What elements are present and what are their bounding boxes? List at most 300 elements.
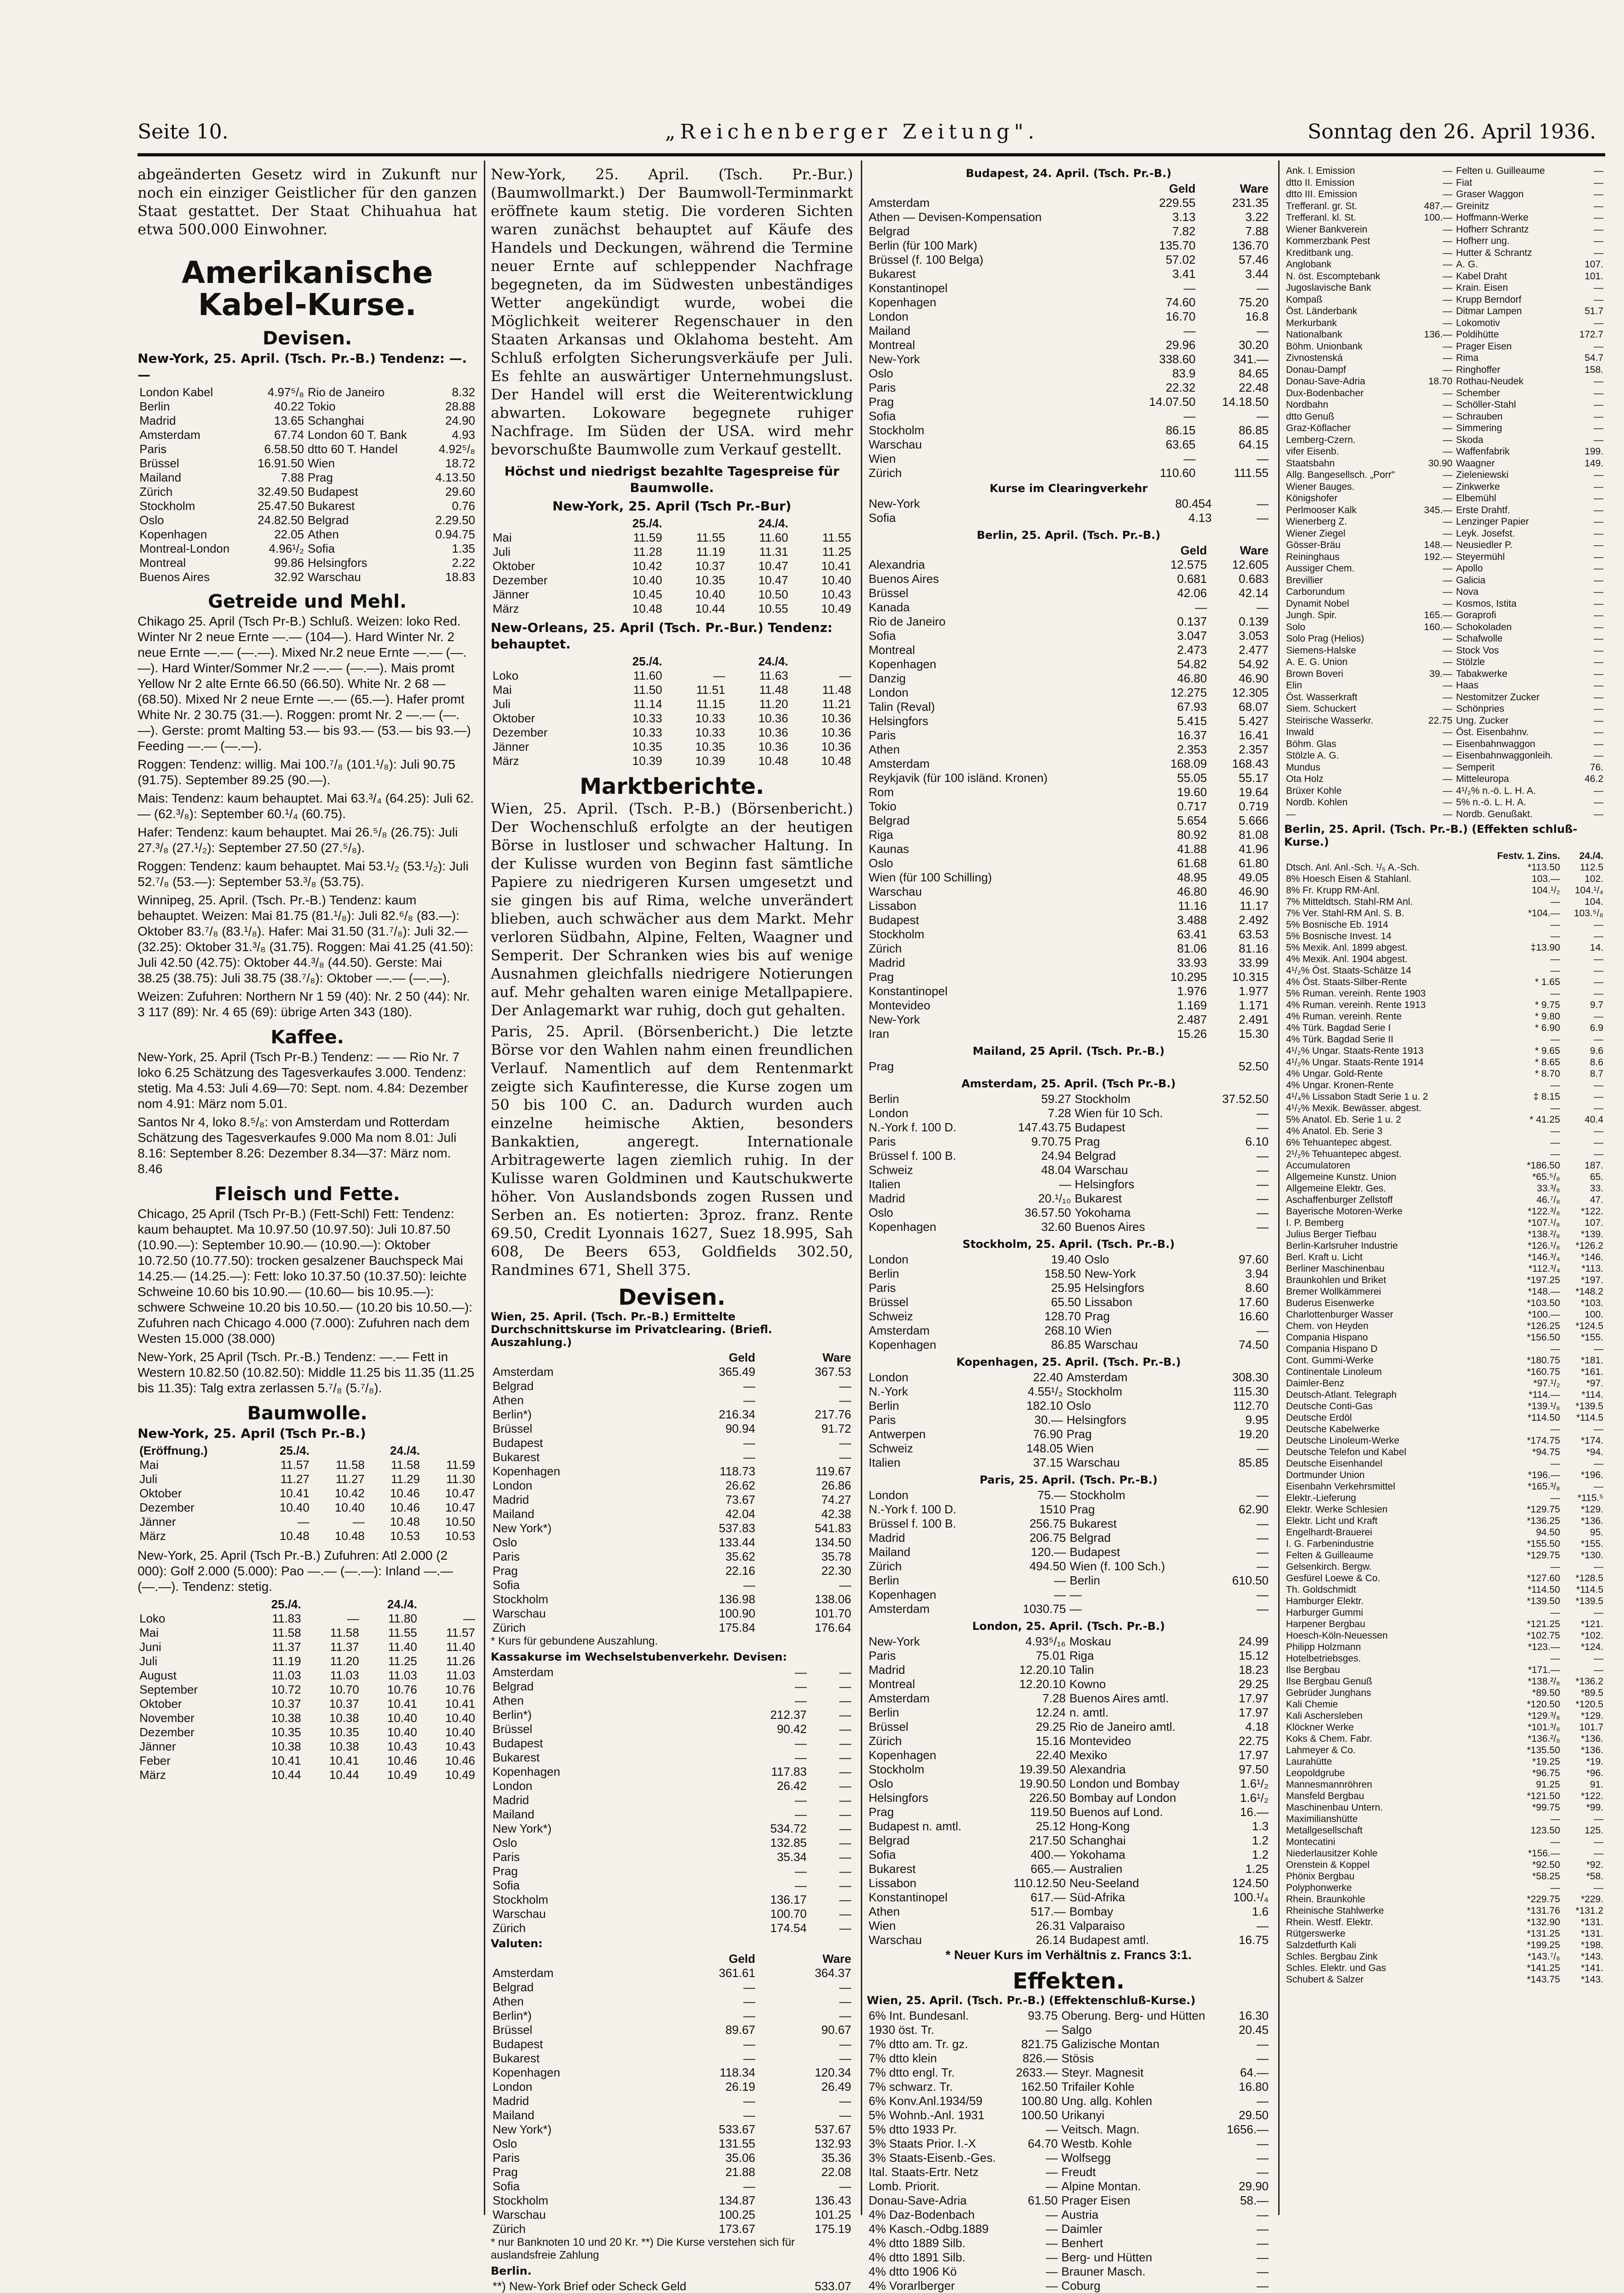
table-cell: Prag: [869, 1059, 894, 1073]
table-cell: —: [1594, 282, 1603, 293]
table-cell: —: [1442, 598, 1452, 609]
table-cell: 101.7: [1579, 1722, 1603, 1733]
column-header: [491, 516, 601, 531]
foot-note-1: * nur Banknoten 10 und 20 Kr. **) Die Kurse verstehen sich für auslandsfreie Zahlung: [491, 2236, 795, 2261]
table-cell: * 9.75: [1535, 1000, 1560, 1010]
table-cell: 11.57: [446, 1626, 475, 1639]
table-cell: Rio de Janeiro: [307, 385, 385, 399]
table-cell: 103.⁵/₈: [1574, 908, 1603, 919]
table-cell: Oktober: [493, 711, 535, 725]
table-cell: 4% Ruman. vereinh. Rente 1913: [1286, 1000, 1426, 1010]
table-cell: —: [1054, 1573, 1066, 1587]
table-cell: 15.30: [1238, 1027, 1269, 1041]
table-cell: 35.34: [776, 1850, 807, 1864]
budapest-table: [867, 182, 1270, 480]
table-cell: 0.683: [1238, 572, 1269, 586]
table-cell: Kopenhagen: [869, 295, 937, 309]
table-cell: N. öst. Escomptebank: [1286, 271, 1380, 282]
table-cell: Apollo: [1456, 563, 1483, 574]
table-cell: Brüssel: [869, 1295, 909, 1309]
table-cell: Budapest: [1075, 1120, 1125, 1134]
table-cell: 64.—: [1240, 2066, 1269, 2079]
table-cell: —: [1550, 1080, 1560, 1091]
paragraph: Chikago 25. April (Tsch Pr-B.) Schluß. Weizen: loko Red. Winter Nr 2 neue Ernte —.— (104—). Hard Winter Nr. 2 neue Ernte —.— (—.—). Mixed Nr.2 neue Ernte —.— (—.—). Hard Winter/Sommer Nr.2 —.— (—.—). Mais promt Yellow Nr 2 alte Ernte 66.50 (66.50). White Nr. 2 68 — (68.50). Mixed Nr 2 neue Ernte —.— (65.—). Hafer promt White Nr. 2 30.75 (31.—). Roggen: promt Nr. 2 —.— (—.—). Gerste: promt Malting 53.— bis 93.— (53.— bis 93.—) Feeding —.— (—.—).: [138, 614, 471, 753]
table-cell: 533.07: [815, 2279, 851, 2293]
table-row: [867, 1848, 1270, 1862]
table-cell: —: [839, 1450, 851, 1464]
table-cell: Zürich: [869, 1734, 902, 1748]
table-cell: 124.50: [1232, 1876, 1269, 1890]
table-cell: Nova: [1456, 587, 1479, 597]
table-cell: 90.67: [821, 2023, 851, 2037]
table-cell: 10.37: [271, 1697, 301, 1711]
table-cell: —: [1594, 598, 1603, 609]
table-cell: *115.⁵: [1577, 1493, 1603, 1503]
table-cell: 217.50: [1029, 1833, 1066, 1847]
table-cell: —: [795, 1864, 807, 1878]
table-row: [1284, 797, 1605, 809]
table-row: [1284, 1435, 1605, 1446]
table-cell: 118.34: [720, 2066, 755, 2079]
table-cell: Aussiger Chem.: [1286, 563, 1355, 574]
table-cell: Kopenhagen: [869, 1338, 937, 1351]
table-row: [867, 2222, 1270, 2236]
table-cell: 4.13.50: [435, 471, 475, 484]
table-cell: 5% Bosnische Invest. 14: [1286, 931, 1391, 942]
table-row: [1284, 809, 1605, 820]
table-cell: —: [1594, 294, 1603, 305]
table-cell: 12.575: [1170, 558, 1207, 571]
table-cell: 4.93⁵/₁₆: [1025, 1634, 1066, 1648]
table-cell: 24.99: [1238, 1634, 1269, 1648]
table-cell: 3% Staats-Eisenb.-Ges.: [869, 2151, 996, 2165]
table-cell: *139.5: [1575, 1401, 1603, 1412]
table-cell: Juli: [139, 1472, 158, 1486]
table-cell: 16.70: [1165, 310, 1196, 323]
table-row: [1284, 1664, 1605, 1676]
table-cell: März: [493, 602, 519, 615]
table-cell: Kopenhagen: [869, 1748, 937, 1762]
table-cell: Australien: [1069, 1862, 1123, 1876]
table-cell: *92.50: [1532, 1860, 1560, 1870]
table-cell: —: [839, 1822, 851, 1835]
table-cell: —: [1594, 247, 1603, 258]
table-cell: Siem. Schuckert: [1286, 703, 1356, 714]
table-cell: —: [463, 1612, 475, 1625]
table-cell: 117.83: [771, 1765, 807, 1778]
table-cell: 11.03: [446, 1668, 475, 1682]
table-cell: *126.¹/₈: [1528, 1241, 1560, 1251]
table-cell: Lissabon: [869, 1876, 917, 1890]
table-cell: 10.36: [758, 740, 788, 753]
table-row: [491, 1864, 853, 1878]
table-row: [1284, 942, 1605, 953]
table-cell: London: [869, 686, 909, 699]
table-cell: Berlin: [869, 1399, 899, 1412]
table-cell: Deutsche Erdöl: [1286, 1412, 1352, 1423]
table-cell: Öst. Wasserkraft: [1286, 692, 1358, 703]
table-cell: 7% Mitteldtsch. Stahl-RM Anl.: [1286, 897, 1413, 907]
table-row: [1284, 1928, 1605, 1939]
table-row: [138, 570, 477, 584]
header-rule: [138, 153, 1605, 156]
table-cell: 11.80: [388, 1612, 417, 1625]
table-cell: 3.22: [1245, 210, 1269, 224]
table-cell: Polyphonwerke: [1286, 1883, 1352, 1893]
table-row: [867, 586, 1270, 600]
table-cell: n. amtl.: [1069, 1706, 1109, 1719]
table-cell: —: [1594, 575, 1603, 586]
table-cell: Athen — Devisen-Kompensation: [869, 210, 1042, 224]
table-cell: *96.: [1586, 1768, 1603, 1778]
table-header-row: [867, 543, 1270, 558]
column-header: Ware: [822, 1351, 851, 1364]
table-cell: 19.39.50: [1019, 1762, 1066, 1776]
table-row: [867, 1191, 1270, 1206]
table-cell: —: [1257, 281, 1269, 295]
table-cell: *129.75: [1527, 1550, 1560, 1561]
table-cell: —: [1594, 954, 1603, 964]
column-header: 24./4.: [390, 1444, 420, 1457]
table-row: [491, 2208, 853, 2222]
table-cell: 9.70.75: [1031, 1135, 1071, 1148]
table-cell: 18.83: [445, 570, 475, 584]
table-cell: *131.2: [1575, 1905, 1603, 1916]
table-cell: Prag: [869, 1805, 894, 1819]
table-row: [1284, 1401, 1605, 1412]
table-cell: 59.27: [1041, 1092, 1071, 1106]
table-cell: * 9.80: [1535, 1011, 1560, 1022]
table-cell: —: [1442, 516, 1452, 527]
table-row: [1284, 896, 1605, 908]
table-cell: Semperit: [1456, 762, 1495, 773]
table-row: [491, 1907, 853, 1921]
table-cell: —: [1442, 750, 1452, 761]
table-cell: 10.33: [695, 711, 726, 725]
table-cell: *97.: [1586, 1378, 1603, 1389]
table-cell: *89.5: [1580, 1688, 1603, 1698]
table-cell: 64.70: [1028, 2137, 1058, 2150]
table-cell: —: [1594, 621, 1603, 632]
table-cell: 22.30: [821, 1564, 851, 1578]
table-cell: 0.137: [1177, 615, 1207, 628]
table-cell: Helsingfors: [1075, 1177, 1135, 1191]
table-cell: *143.⁷/₈: [1527, 1951, 1560, 1962]
paragraph: Roggen: Tendenz: kaum behauptet. Mai 53.¹/₂ (53.¹/₂): Juli 52.⁷/₈ (53.—): September 53.³/₈ (53.75).: [138, 859, 469, 889]
table-cell: —: [1594, 668, 1603, 679]
table-row: [1284, 1320, 1605, 1332]
table-cell: Simmering: [1456, 423, 1502, 433]
table-cell: 35.62: [725, 1550, 755, 1563]
table-cell: 54.82: [1177, 657, 1207, 671]
table-cell: 10.48: [335, 1529, 365, 1543]
table-cell: Zürich: [869, 1559, 902, 1573]
table-cell: Nordb. Kohlen: [1286, 797, 1348, 808]
table-cell: *141.: [1580, 1963, 1603, 1973]
table-row: [867, 1691, 1270, 1706]
table-cell: Budapest: [869, 913, 919, 927]
table-cell: Belgrad: [493, 1980, 534, 1994]
table-cell: —: [743, 1393, 755, 1407]
table-cell: *143.: [1580, 1974, 1603, 1985]
table-cell: 4% Türk. Bagdad Serie II: [1286, 1034, 1394, 1045]
table-row: [138, 399, 477, 414]
table-cell: Donau-Save-Adria: [869, 2193, 967, 2207]
table-cell: Daimler: [1061, 2222, 1103, 2236]
page-header: [138, 120, 1596, 152]
table-row: [867, 238, 1270, 253]
table-cell: Amsterdam: [493, 1365, 554, 1379]
table-cell: —: [1054, 1588, 1066, 1601]
table-cell: —: [1594, 224, 1603, 235]
table-cell: 10.47: [758, 573, 788, 587]
table-row: [867, 998, 1270, 1013]
table-cell: 400.—: [1031, 1848, 1066, 1861]
table-cell: 57.02: [1165, 253, 1196, 266]
table-cell: 17.60: [1238, 1295, 1269, 1309]
mailand-header: Mailand, 25 April. (Tsch. Pr.-B.): [972, 1045, 1165, 1058]
table-cell: 35.06: [725, 2151, 755, 2165]
table-row: [491, 1606, 853, 1621]
table-cell: —: [1257, 409, 1269, 423]
table-cell: 84.65: [1238, 366, 1269, 380]
table-cell: 112.5: [1580, 862, 1603, 873]
table-row: [1284, 1722, 1605, 1733]
table-cell: —: [347, 1612, 359, 1625]
table-cell: * 1.65: [1535, 977, 1560, 987]
table-cell: * 8.70: [1535, 1069, 1560, 1079]
table-cell: Harburger Gummi: [1286, 1607, 1363, 1618]
table-cell: 138.06: [815, 1592, 851, 1606]
table-cell: —: [1442, 645, 1452, 656]
table-row: [138, 1654, 477, 1668]
table-cell: *122.³/₈: [1528, 1206, 1560, 1217]
table-cell: 136.98: [719, 1592, 755, 1606]
table-cell: —: [1257, 2222, 1269, 2236]
table-cell: 83.9: [1172, 366, 1196, 380]
table-row: [491, 1878, 853, 1893]
table-cell: 29.96: [1165, 338, 1196, 352]
table-row: [491, 1722, 853, 1736]
table-cell: Koks & Chem. Fabr.: [1286, 1734, 1372, 1744]
table-cell: Dynamit Nobel: [1286, 598, 1349, 609]
table-cell: 4¹/₂% Ungar. Staats-Rente 1914: [1286, 1057, 1424, 1068]
table-cell: 16.37: [1177, 728, 1207, 742]
table-cell: 11.03: [388, 1668, 417, 1682]
table-cell: 11.31: [759, 545, 788, 559]
table-cell: 1.2: [1252, 1833, 1269, 1847]
table-cell: Madrid: [869, 1663, 905, 1677]
table-cell: *124.: [1580, 1642, 1603, 1652]
table-cell: 118.73: [720, 1464, 755, 1478]
table-cell: 16.41: [1238, 728, 1269, 742]
table-cell: Kali Aschersleben: [1286, 1711, 1363, 1721]
table-cell: 0.76: [452, 499, 475, 513]
table-cell: 21.88: [725, 2165, 755, 2179]
table-cell: Nestomitzer Zucker: [1456, 692, 1540, 703]
table-cell: Amsterdam: [869, 1691, 930, 1705]
table-row: [1284, 1641, 1605, 1653]
table-cell: *114.5: [1576, 1412, 1603, 1423]
table-row: [867, 1748, 1270, 1762]
table-cell: New-York: [869, 352, 920, 366]
table-cell: Montreal-London: [139, 542, 230, 555]
table-cell: Loko: [493, 669, 519, 682]
table-cell: Budapest amtl.: [1069, 1933, 1149, 1947]
table-row: [867, 452, 1270, 466]
table-cell: 67.74: [274, 428, 304, 442]
table-cell: —: [1550, 1883, 1560, 1893]
effekten-title: Effekten.: [1012, 1968, 1125, 1994]
table-cell: 3.053: [1238, 629, 1269, 642]
table-cell: —: [1442, 481, 1452, 492]
table-row: [138, 442, 477, 456]
table-cell: *174.: [1580, 1435, 1603, 1446]
table-cell: —: [795, 1878, 807, 1892]
table-cell: Gelsenkirch. Bergw.: [1286, 1562, 1372, 1572]
table-row: [1284, 1297, 1605, 1309]
table-cell: —: [1442, 224, 1452, 235]
table-cell: —: [1594, 177, 1603, 188]
table-cell: *129.³/₈: [1528, 1711, 1560, 1721]
table-cell: Mai: [139, 1626, 159, 1639]
column-header: Geld: [728, 1351, 755, 1364]
table-cell: 206.75: [1029, 1531, 1066, 1545]
table-cell: 135.70: [1159, 238, 1196, 252]
table-cell: *58.25: [1532, 1871, 1560, 1882]
table-cell: 48.04: [1041, 1163, 1071, 1177]
table-cell: —: [839, 1850, 851, 1864]
table-cell: Zürich: [493, 2222, 526, 2236]
table-row: [1284, 873, 1605, 885]
table-cell: 217.76: [815, 1407, 851, 1421]
table-row: [491, 1793, 853, 1807]
table-cell: 5% Ruman. vereinh. Rente 1903: [1286, 988, 1426, 999]
fleisch-title: Fleisch und Fette.: [214, 1184, 400, 1205]
table-row: [867, 2051, 1270, 2066]
table-cell: 338.60: [1159, 352, 1196, 366]
table-cell: —: [1550, 1653, 1560, 1664]
table-cell: *139.5: [1575, 1596, 1603, 1606]
table-cell: Charlottenburger Wasser: [1286, 1309, 1393, 1320]
table-cell: 136.—: [1424, 329, 1452, 340]
table-cell: 6.9: [1590, 1023, 1603, 1033]
table-cell: *148.—: [1528, 1286, 1560, 1297]
table-cell: *155.: [1580, 1539, 1603, 1549]
table-cell: Brüssel (f. 100 Belga): [869, 253, 984, 266]
table-cell: 112.70: [1233, 1399, 1269, 1412]
table-row: [1284, 586, 1605, 598]
table-cell: Kowno: [1069, 1677, 1106, 1691]
table-cell: März: [493, 754, 519, 768]
table-cell: Warschau: [493, 1907, 546, 1921]
column-header: [138, 1597, 245, 1612]
table-cell: 4.18: [1245, 1720, 1269, 1734]
table-cell: —: [1442, 528, 1452, 539]
table-cell: —: [1594, 680, 1603, 691]
table-cell: Eisenbahnwaggonleih.: [1456, 750, 1553, 761]
table-cell: —: [839, 2094, 851, 2108]
table-cell: Rima: [1456, 353, 1479, 363]
table-cell: 12.20.10: [1019, 1663, 1066, 1677]
table-cell: 10.45: [632, 587, 662, 601]
table-cell: Steyermühl: [1456, 551, 1505, 562]
table-cell: 22.05: [274, 527, 304, 541]
table-row: [491, 726, 853, 740]
table-cell: 67.93: [1177, 700, 1207, 714]
table-row: [867, 1602, 1270, 1616]
table-cell: März: [139, 1529, 166, 1543]
table-cell: Paris: [869, 1281, 896, 1295]
column-header: [422, 1444, 477, 1458]
table-cell: Schrauben: [1456, 411, 1503, 422]
table-row: [1284, 862, 1605, 873]
table-cell: —: [839, 2037, 851, 2051]
table-cell: 11.48: [822, 683, 851, 697]
table-cell: 10.40: [387, 1725, 417, 1739]
table-cell: *180.75: [1527, 1355, 1560, 1366]
table-row: [867, 2009, 1270, 2023]
table-cell: Dezember: [493, 726, 548, 739]
table-cell: *19.: [1586, 1756, 1603, 1767]
table-cell: 10.36: [821, 740, 851, 753]
effekten-table: [867, 2009, 1270, 2293]
table-header-row: [491, 654, 853, 669]
table-cell: 11.21: [822, 697, 851, 711]
table-cell: —: [1594, 1126, 1603, 1136]
table-cell: Prag: [307, 471, 333, 484]
table-cell: —: [1594, 1653, 1603, 1664]
table-cell: —: [795, 1793, 807, 1807]
table-cell: Lomb. Priorit.: [869, 2179, 940, 2193]
table-cell: 4% Daz-Bodenbach: [869, 2208, 975, 2221]
table-cell: Athen: [307, 527, 339, 541]
table-cell: Mailand: [493, 2108, 535, 2122]
table-cell: 11.48: [759, 683, 788, 697]
table-cell: Amsterdam: [139, 428, 200, 442]
table-cell: 20.45: [1238, 2023, 1269, 2037]
table-cell: *126.25: [1527, 1321, 1560, 1331]
table-cell: Inwald: [1286, 727, 1314, 737]
table-cell: Montreal: [139, 556, 186, 570]
table-cell: Rom: [869, 785, 894, 799]
table-cell: Felten & Guilleaume: [1286, 1550, 1374, 1561]
table-cell: 4% Ruman. vereinh. Rente: [1286, 1011, 1402, 1022]
table-cell: Galicia: [1456, 575, 1485, 586]
table-row: [491, 2023, 853, 2037]
table-cell: 10.48: [821, 754, 851, 768]
table-cell: Böhm. Glas: [1286, 738, 1336, 749]
table-row: [1284, 1710, 1605, 1722]
table-row: [1284, 1309, 1605, 1320]
table-cell: —: [839, 1765, 851, 1778]
marktberichte-title: Marktberichte.: [579, 774, 765, 799]
table-cell: —: [1257, 1588, 1269, 1601]
table-cell: 1930 öst. Tr.: [869, 2023, 935, 2037]
table-cell: *121.: [1580, 1619, 1603, 1629]
table-cell: —: [1257, 1545, 1269, 1559]
table-cell: 1.35: [452, 542, 475, 555]
table-header-row: [491, 516, 853, 531]
table-cell: —: [839, 1708, 851, 1722]
table-cell: Oslo: [869, 856, 893, 870]
table-cell: Athen: [493, 1694, 524, 1707]
table-cell: Lissabon: [1084, 1295, 1132, 1309]
table-row: [1284, 598, 1605, 610]
table-cell: Haas: [1456, 680, 1479, 691]
table-row: [491, 1422, 853, 1436]
table-row: [491, 531, 853, 545]
